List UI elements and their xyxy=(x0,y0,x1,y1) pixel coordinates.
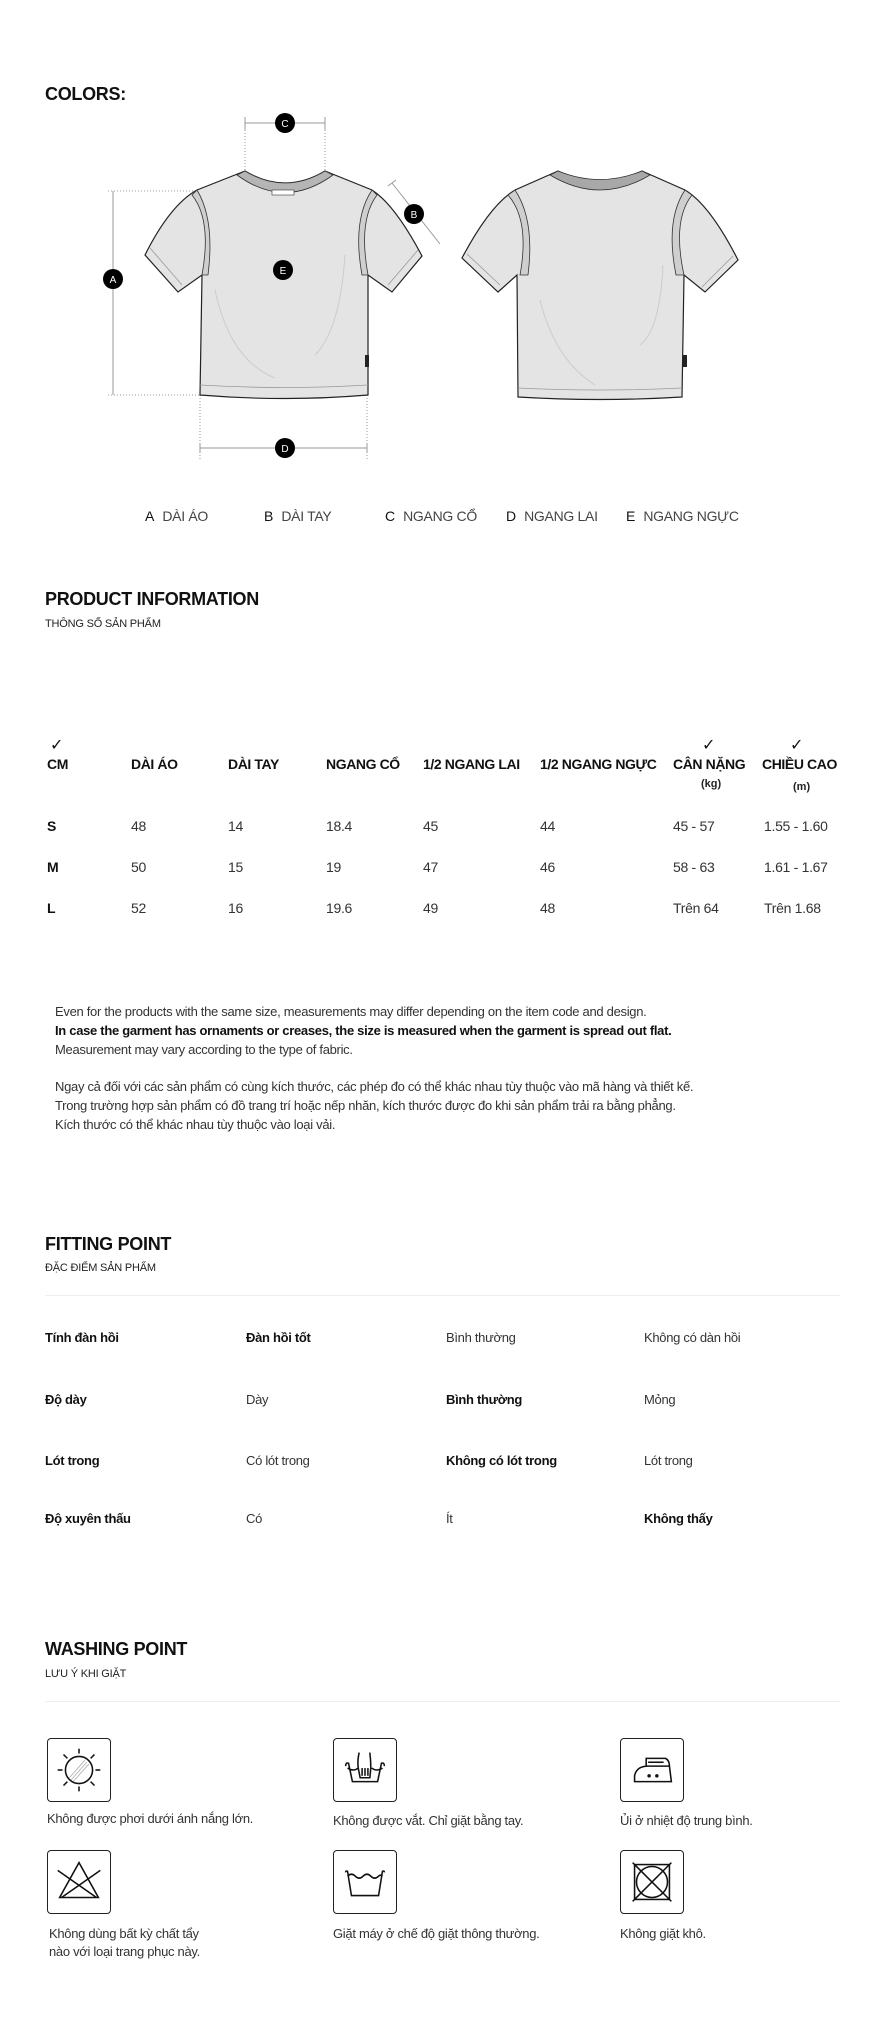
legend-item-d: D NGANG LAI xyxy=(506,508,598,524)
measurement-legend xyxy=(145,508,739,524)
fitting-point-subtitle: ĐẶC ĐIỂM SẢN PHẨM xyxy=(45,1262,156,1274)
svg-text:A: A xyxy=(109,275,117,286)
marker-c xyxy=(275,113,295,133)
fitting-point-title: FITTING POINT xyxy=(45,1234,172,1254)
no-direct-sun-icon xyxy=(47,1738,111,1802)
fit-option-selected: Đàn hồi tốt xyxy=(246,1330,311,1345)
hand-wash-icon xyxy=(333,1738,397,1802)
product-info-title: PRODUCT INFORMATION xyxy=(45,589,259,609)
washing-point-title: WASHING POINT xyxy=(45,1639,188,1659)
fit-option-selected: Không có lót trong xyxy=(446,1453,557,1468)
legend-item-b: B DÀI TAY xyxy=(264,508,332,524)
svg-text:B: B xyxy=(410,210,418,221)
header-cm: CM xyxy=(47,756,68,772)
marker-a xyxy=(103,269,123,289)
header-sleeve: DÀI TAY xyxy=(228,756,279,772)
check-icon: ✓ xyxy=(702,737,716,754)
check-icon: ✓ xyxy=(50,737,64,754)
svg-text:C: C xyxy=(281,119,289,130)
shirt-front-body xyxy=(145,171,422,399)
fit-option-selected: Bình thường xyxy=(446,1392,523,1407)
legend-item-a: A DÀI ÁO xyxy=(145,508,208,524)
header-height: CHIỀU CAO xyxy=(762,756,837,772)
header-neck: NGANG CỔ xyxy=(326,756,400,772)
marker-e xyxy=(273,260,293,280)
marker-d xyxy=(275,438,295,458)
legend-item-c: C NGANG CỔ xyxy=(385,508,477,524)
fit-option-selected: Không thấy xyxy=(644,1511,713,1526)
header-hem: 1/2 NGANG LAI xyxy=(423,756,520,772)
washing-divider xyxy=(45,1701,840,1702)
svg-text:E: E xyxy=(279,266,287,277)
no-bleach-icon xyxy=(47,1850,111,1914)
washing-point-subtitle: LƯU Ý KHI GIẶT xyxy=(45,1668,127,1680)
marker-b xyxy=(404,204,424,224)
unit-m: (m) xyxy=(793,781,811,793)
header-length: DÀI ÁO xyxy=(131,756,178,772)
fitting-divider xyxy=(45,1295,840,1296)
legend-item-e: E NGANG NGỰC xyxy=(626,508,739,524)
iron-medium-icon xyxy=(620,1738,684,1802)
no-dry-clean-icon xyxy=(620,1850,684,1914)
unit-kg: (kg) xyxy=(701,778,722,790)
svg-text:D: D xyxy=(281,444,289,455)
size-notes-en: Even for the products with the same size, measurements may differ depending on the item code and design. In case the garment has ornaments or creases, the size is measured when the garment is spread out flat. Measurement may vary according to the type of fabric. xyxy=(55,1004,672,1057)
check-icon: ✓ xyxy=(790,737,804,754)
colors-title: COLORS: xyxy=(45,84,126,104)
size-notes-vi: Ngay cả đối với các sản phẩm có cùng kích thước, các phép đo có thể khác nhau tùy thuộc vào mã hàng và thiết kế. Trong trường hợp sản phẩm có đồ trang trí hoặc nếp nhăn, kích thước được đo khi sản phẩm trải ra bằng phẳng. Kích thước có thể khác nhau tùy thuộc vào loại vải. xyxy=(55,1079,694,1132)
header-chest: 1/2 NGANG NGỰC xyxy=(540,756,657,772)
product-info-subtitle: THÔNG SỐ SẢN PHẨM xyxy=(45,618,161,630)
garment-back-diagram xyxy=(450,160,750,410)
machine-wash-icon xyxy=(333,1850,397,1914)
header-weight: CÂN NẶNG xyxy=(673,756,746,772)
garment-front-diagram xyxy=(100,110,440,470)
